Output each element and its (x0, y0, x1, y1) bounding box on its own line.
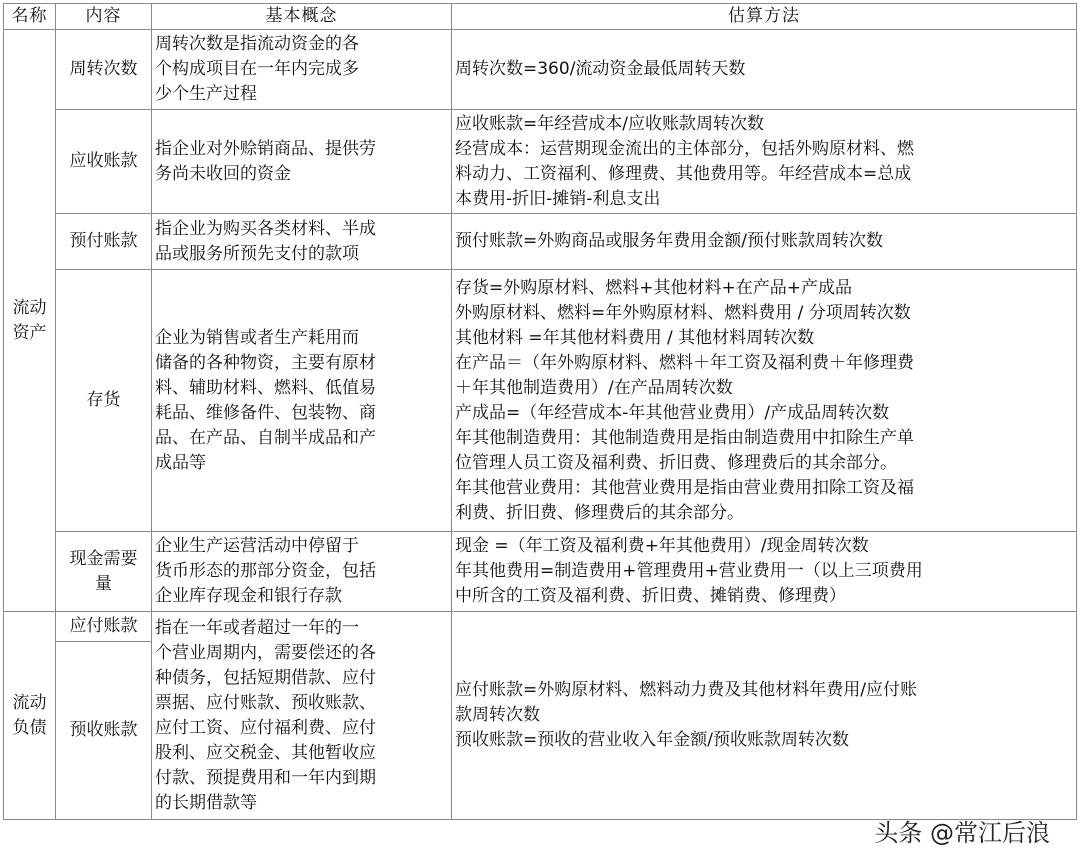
group-current-liabilities (4, 612, 56, 820)
table-row (4, 612, 1077, 642)
method-turnover: 周转次数=360/流动资金最低周转天数 (452, 30, 1077, 110)
method-cash: 现金 =（年工资及福利费+年其他费用）/现金周转次数 年其他费用=制造费用+管理费用+营业费用一（以上三项费用 中所含的工资及福利费、折旧费、摊销费、修理费） (452, 532, 1077, 612)
table-row (4, 110, 1077, 214)
group-label-line: 流动 资产 (12, 297, 47, 343)
definition-cash: 企业生产运营活动中停留于 货币形态的那部分资金，包括 企业库存现金和银行存款 (152, 532, 452, 612)
definition-liabilities: 指在一年或者超过一年的一 个营业周期内，需要偿还的各 种债务，包括短期借款、应付 票据、应付账款、预收账款、 应付工资、应付福利费、应付 股利、应交税金、其他暂收应 付款、预提费用和一年内到期 的长期借款等 (152, 612, 452, 820)
item-cash: 现金需要 量 (56, 532, 152, 612)
item-turnover: 周转次数 (56, 30, 152, 110)
item-inventory: 存货 (56, 270, 152, 532)
header-row (4, 4, 1077, 30)
table-row (4, 270, 1077, 532)
header-name: 名称 (4, 4, 56, 30)
definition-turnover: 周转次数是指流动资金的各 个构成项目在一年内完成多 少个生产过程 (152, 30, 452, 110)
method-inventory: 存货=外购原材料、燃料+其他材料+在产品+产成品 外购原材料、燃料=年外购原材料、燃料费用 / 分项周转次数 其他材料 =年其他材料费用 / 其他材料周转次数 在产品＝（年外购原材料、燃料＋年工资及福利费＋年修理费 ＋年其他制造费用）/在产品周转次数 产成品=（年经营成本-年其他营业费用）/产成品周转次数 年其他制造费用：其他制造费用是指由制造费用中扣除生产单 位管理人员工资及福利费、折旧费、修理费后的其余部分。 年其他营业费用：其他营业费用是指由营业费用扣除工资及福 利费、折旧费、修理费后的其余部分。 (452, 270, 1077, 532)
group-current-assets (4, 30, 56, 612)
capital-estimation-table (3, 3, 1077, 820)
watermark: 头条 @常江后浪 (874, 819, 1050, 847)
group-label-line: 流动 负债 (12, 692, 47, 738)
method-prepaid: 预付账款=外购商品或服务年费用金额/预付账款周转次数 (452, 214, 1077, 270)
header-concept: 基本概念 (152, 4, 452, 30)
table-row (4, 532, 1077, 612)
table-row (4, 214, 1077, 270)
item-receivable: 应收账款 (56, 110, 152, 214)
definition-prepaid: 指企业为购买各类材料、半成 品或服务所预先支付的款项 (152, 214, 452, 270)
item-advance: 预收账款 (56, 642, 152, 820)
definition-inventory: 企业为销售或者生产耗用而 储备的各种物资，主要有原材 料、辅助材料、燃料、低值易 耗品、维修备件、包装物、商 品、在产品、自制半成品和产 成品等 (152, 270, 452, 532)
item-payable: 应付账款 (56, 612, 152, 642)
table-row (4, 30, 1077, 110)
header-content: 内容 (56, 4, 152, 30)
definition-receivable: 指企业对外赊销商品、提供劳 务尚未收回的资金 (152, 110, 452, 214)
header-method: 估算方法 (452, 4, 1077, 30)
item-prepaid: 预付账款 (56, 214, 152, 270)
method-receivable: 应收账款=年经营成本/应收账款周转次数 经营成本：运营期现金流出的主体部分，包括外购原材料、燃 料动力、工资福利、修理费、其他费用等。年经营成本=总成 本费用-折旧-摊销-利息支出 (452, 110, 1077, 214)
method-liabilities: 应付账款=外购原材料、燃料动力费及其他材料年费用/应付账 款周转次数 预收账款=预收的营业收入年金额/预收账款周转次数 (452, 612, 1077, 820)
